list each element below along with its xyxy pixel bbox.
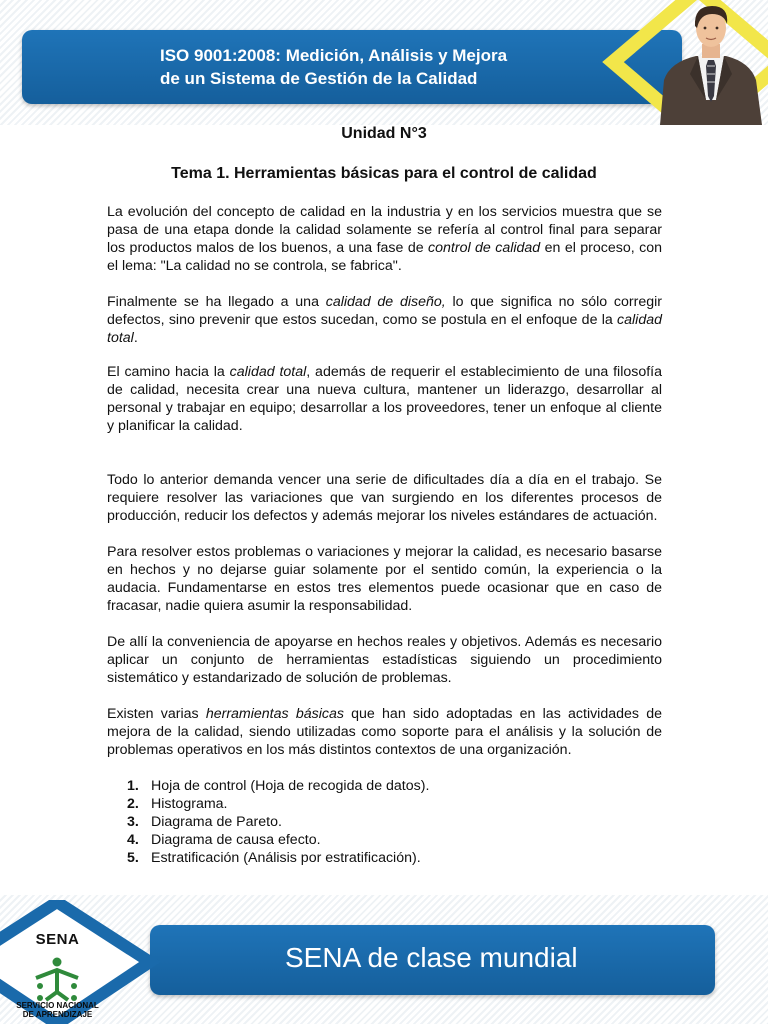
paragraph-5: Para resolver estos problemas o variaciones y mejorar la calidad, es necesario basarse en hechos y no dejarse guiar solamente por el sentido común, la experiencia o la audacia. Fundamentarse en estos tres elementos puede ocasionar que en caso de fracasar, nadie quiera asumir la responsabilidad. bbox=[107, 544, 662, 614]
paragraph-1-text-c: en el proceso, con el lema: "La calidad no se controla, se fabrica". bbox=[107, 240, 662, 274]
unit-title: Unidad N°3 bbox=[341, 125, 427, 142]
paragraph-2-text-c: lo que significa no sólo corregir defectos, sino prevenir que estos sucedan, como se postula en el enfoque de la bbox=[107, 294, 663, 328]
sena-logo-line-1: SERVICIO NACIONAL bbox=[16, 1001, 99, 1010]
sena-logo-name: SENA bbox=[35, 931, 80, 948]
title-line-2: de un Sistema de Gestión de la Calidad bbox=[160, 69, 478, 88]
document-title bbox=[160, 44, 640, 90]
list-item bbox=[127, 795, 662, 813]
person-in-suit-icon bbox=[598, 0, 768, 125]
list-item-number: 1. bbox=[127, 778, 139, 794]
list-item-number: 4. bbox=[127, 832, 139, 848]
list-item-text: Histograma. bbox=[151, 796, 228, 812]
list-item bbox=[127, 831, 662, 849]
sena-logo-line-2: DE APRENDIZAJE bbox=[22, 1010, 93, 1019]
paragraph-3-emphasis: calidad total bbox=[229, 364, 307, 380]
list-item-text: Diagrama de Pareto. bbox=[151, 814, 282, 830]
paragraph-2-emphasis-2: calidad total bbox=[107, 312, 662, 346]
title-line-1: ISO 9001:2008: Medición, Análisis y Mejora bbox=[160, 46, 508, 65]
paragraph-7-emphasis: herramientas básicas bbox=[205, 706, 344, 722]
paragraph-7-text-c: que han sido adoptadas en las actividades de mejora de la calidad, siendo utilizadas como soporte para el análisis y la solución de problemas operativos en los más distintos contextos de una organización. bbox=[107, 706, 662, 758]
paragraph-3 bbox=[107, 363, 662, 435]
list-item bbox=[127, 849, 662, 867]
list-item-number: 3. bbox=[127, 814, 139, 830]
list-item-text: Hoja de control (Hoja de recogida de datos). bbox=[151, 778, 430, 794]
tools-list bbox=[107, 777, 662, 867]
paragraph-1-emphasis: control de calidad bbox=[428, 240, 541, 256]
list-item bbox=[127, 813, 662, 831]
footer-slogan: SENA de clase mundial bbox=[285, 942, 578, 973]
paragraph-6: De allí la conveniencia de apoyarse en hechos reales y objetivos. Además es necesario aplicar un conjunto de herramientas estadísticas siguiendo un procedimiento sistemático y estandarizado de solución de problemas. bbox=[107, 634, 662, 686]
list-item-number: 2. bbox=[127, 796, 139, 812]
paragraph-3-text-a: El camino hacia la bbox=[107, 364, 230, 380]
paragraph-2-emphasis-1: calidad de diseño, bbox=[325, 294, 446, 310]
list-item-text: Diagrama de causa efecto. bbox=[151, 832, 321, 848]
topic-title: Tema 1. Herramientas básicas para el control de calidad bbox=[171, 165, 597, 182]
list-item-text: Estratificación (Análisis por estratificación). bbox=[151, 850, 421, 866]
paragraph-4: Todo lo anterior demanda vencer una serie de dificultades día a día en el trabajo. Se requiere resolver las variaciones que van surgiendo en los diferentes procesos de producción, reducir los defectos y además mejorar los niveles estándares de actuación. bbox=[107, 472, 662, 524]
paragraph-2-text-a: Finalmente se ha llegado a una bbox=[107, 294, 326, 310]
paragraph-3-text-c: , además de requerir el establecimiento de una filosofía de calidad, necesita crear una nueva cultura, mantener un liderazgo, desarrollar al personal y trabajar en equipo; desarrollar a los proveedores, tener un enfoque al cliente y planificar la calidad. bbox=[107, 364, 663, 434]
paragraph-7 bbox=[107, 705, 662, 759]
paragraph-7-text-a: Existen varias bbox=[107, 706, 206, 722]
paragraph-1 bbox=[107, 203, 662, 275]
document-body bbox=[107, 203, 662, 867]
list-item bbox=[127, 777, 662, 795]
list-item-number: 5. bbox=[127, 850, 139, 866]
paragraph-2 bbox=[107, 293, 662, 347]
paragraph-2-text-e: . bbox=[133, 330, 138, 346]
paragraph-1-text-a: La evolución del concepto de calidad en la industria y en los servicios muestra que se pasa de una etapa donde la calidad solamente se refería al control final para separar los productos malos de los buenos, a una fase de bbox=[107, 204, 662, 256]
